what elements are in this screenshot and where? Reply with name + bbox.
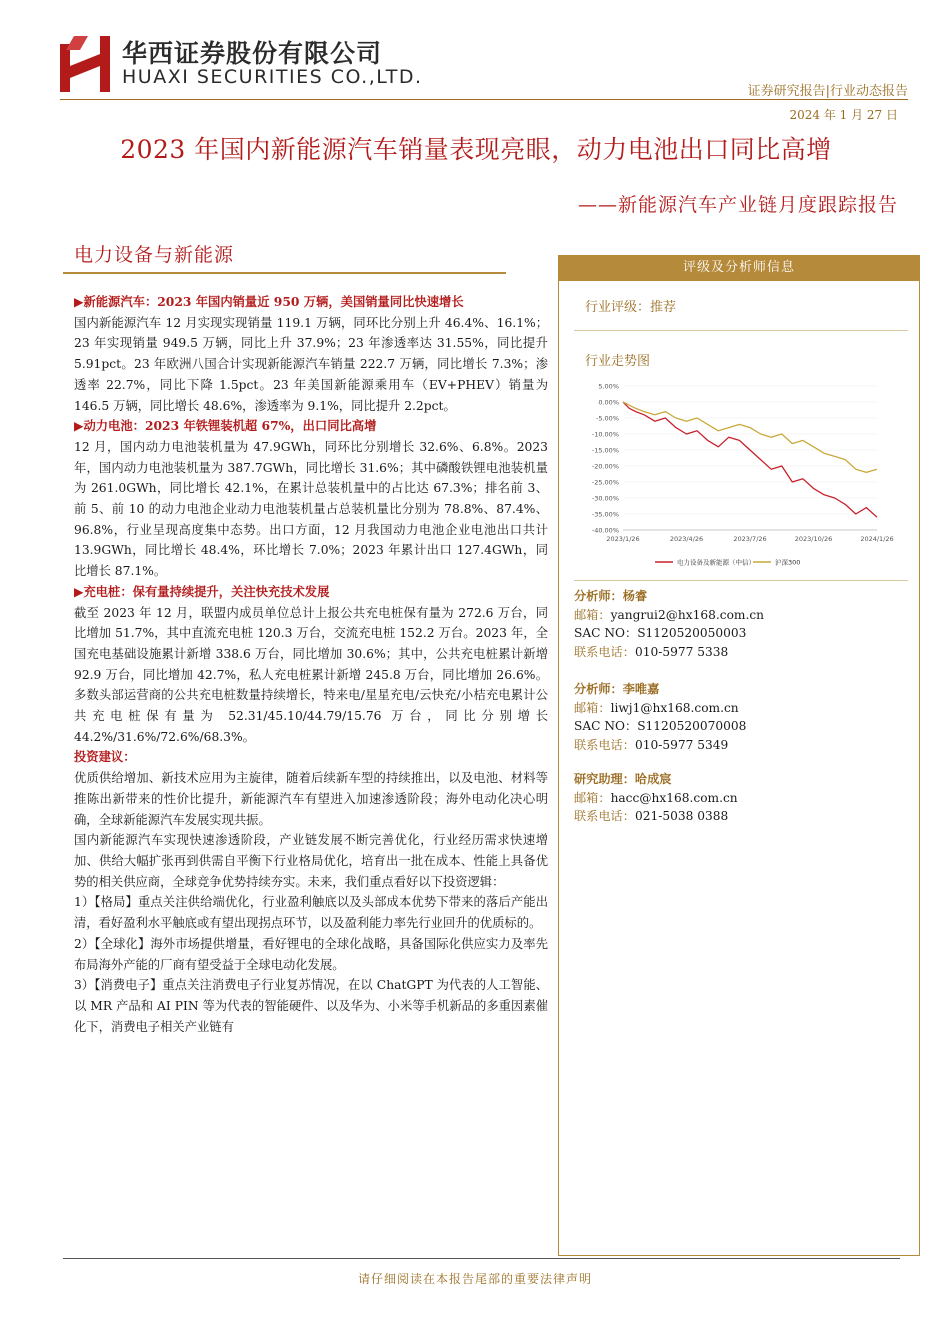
chart-series-line <box>623 402 877 517</box>
chart-y-tick-label: -15.00% <box>591 446 619 455</box>
section-heading-nev: ▶新能源汽车：2023 年国内销量近 950 万辆，美国销量同比快速增长 <box>74 294 464 309</box>
section-heading-battery: ▶动力电池：2023 年铁锂装机超 67%，出口同比高增 <box>74 418 377 434</box>
chart-y-tick-label: -20.00% <box>591 462 619 471</box>
chart-series <box>623 402 877 517</box>
sac-label: SAC NO： <box>574 719 638 733</box>
investment-paragraph-5: 3）【消费电子】重点关注消费电子行业复苏情况，在以 ChatGPT 为代表的人工智能、以 MR 产品和 AI PIN 等为代表的智能硬件、以及华为、小米等手机新品的多重因素催化下，消费电子相关产业链有 <box>74 978 548 1034</box>
phone-label: 联系电话： <box>574 644 635 659</box>
investment-paragraph-3: 1）【格局】重点关注供给端优化，行业盈利触底以及头部成本优势下带来的落后产能出清，看好盈利水平触底或有望出现拐点环节，以及盈利能力率先行业回升的优质标的。 <box>74 895 548 931</box>
email-value[interactable]: hacc@hx168.com.cn <box>610 790 738 805</box>
sac-value: S1120520050003 <box>637 626 747 640</box>
phone-label: 联系电话： <box>574 737 635 752</box>
email-label: 邮箱： <box>574 607 611 622</box>
analyst-phone <box>574 736 746 755</box>
chart-x-tick-label: 2023/4/26 <box>669 535 704 543</box>
chart-x-tick-label: 2024/1/26 <box>860 535 894 543</box>
footer-disclaimer: 请仔细阅读在本报告尾部的重要法律声明 <box>357 1272 592 1286</box>
company-name-en: HUAXI SECURITIES CO.,LTD. <box>122 66 423 88</box>
phone-value: 021-5038 0388 <box>634 809 729 823</box>
section-text-nev: 国内新能源汽车 12 月实现实现销量 119.1 万辆，同环比分别上升 46.4%、16.1%；23 年实现销量 949.5 万辆，同比上升 37.9%；23 年渗透率达 31.55%，同比提升 5.91pct。23 年欧洲八国合计实现新能源汽车销量 222.7 万辆，同比增长 7.3%；渗透率 22.7%，同比下降 1.5pct。23 年美国新能源乘用车（EV+PHEV）销量为 146.5 万辆，同比增长 48.6%，渗透率为 9.1%，同比提升 2.2pct。 <box>74 315 548 413</box>
investment-paragraph-1: 优质供给增加、新技术应用为主旋律，随着后续新车型的持续推出，以及电池、材料等推陈出新带来的性价比提升，新能源汽车有望进入加速渗透阶段；海外电动化决心明确，全球新能源汽车发展实现共振。 <box>74 771 548 827</box>
email-label: 邮箱： <box>574 700 611 715</box>
sac-label: SAC NO： <box>574 626 638 640</box>
email-value[interactable]: liwj1@hx168.com.cn <box>610 700 739 715</box>
chart-y-tick-label: -5.00% <box>596 414 619 423</box>
sector-title: 电力设备与新能源 <box>74 244 235 266</box>
chart-y-ticks <box>592 383 619 535</box>
industry-rating: 行业评级：推荐 <box>585 300 677 315</box>
assistant-card <box>574 770 738 826</box>
assistant-phone <box>574 807 738 826</box>
legend-label: 电力设备及新能源（中信） <box>677 558 755 567</box>
analyst-name: 分析师：李唯嘉 <box>574 682 660 696</box>
chart-y-tick-label: 5.00% <box>598 382 619 391</box>
chart-y-tick-label: -30.00% <box>591 494 619 503</box>
section-heading-charging: ▶充电桩：保有量持续提升，关注快充技术发展 <box>74 583 330 599</box>
analyst-phone <box>574 643 764 662</box>
report-type-label: 证券研究报告|行业动态报告 <box>747 84 908 99</box>
sector-divider <box>63 272 506 274</box>
analyst-name: 分析师：杨睿 <box>574 589 648 603</box>
sac-value: S1120520070008 <box>637 719 747 733</box>
sidebar-divider <box>574 330 908 331</box>
chart-y-tick-label: 0.00% <box>598 398 619 407</box>
chart-y-tick-label: -35.00% <box>591 510 619 519</box>
header-divider <box>60 99 908 100</box>
company-name-cn: 华西证券股份有限公司 <box>122 39 383 68</box>
footer-divider <box>63 1258 900 1259</box>
assistant-name: 研究助理：哈成宸 <box>574 772 672 786</box>
email-value[interactable]: yangrui2@hx168.com.cn <box>610 607 765 622</box>
chart-x-tick-label: 2023/7/26 <box>733 535 767 543</box>
section-text-charging: 截至 2023 年 12 月，联盟内成员单位总计上报公共充电桩保有量为 272.6 万台，同比增加 51.7%，其中直流充电桩 120.3 万台，交流充电桩 152.2 万台。2023 年，全国充电基础设施累计新增 338.6 万台，同比增加 30.6%；其中，公共充电桩累计新增 92.9 万台，同比增加 42.7%，私人充电桩累计新增 245.8 万台，同比增加 26.6%。多数头部运营商的公共充电桩数量持续增长，特来电/星星充电/云快充/小桔充电累计公共充电桩保有量为 52.31/45.10/44.79/15.76 万台，同比分别增长 44.2%/31.6%/72.6%/68.3%。 <box>74 605 548 744</box>
report-title: 2023 年国内新能源汽车销量表现亮眼，动力电池出口同比高增 <box>120 135 832 164</box>
chart-y-tick-label: -10.00% <box>591 430 619 439</box>
trend-chart-title: 行业走势图 <box>585 354 651 369</box>
chart-x-tick-label: 2023/1/26 <box>606 535 640 543</box>
chart-legend <box>655 558 800 567</box>
chart-y-tick-label: -25.00% <box>591 478 619 487</box>
analyst-sac <box>574 717 746 736</box>
company-logo-icon <box>60 36 110 92</box>
assistant-email <box>574 789 738 808</box>
phone-label: 联系电话： <box>574 809 635 823</box>
report-date: 2024 年 1 月 27 日 <box>789 108 898 122</box>
phone-value: 010-5977 5349 <box>634 737 729 752</box>
chart-y-tick-label: -40.00% <box>591 526 619 535</box>
investment-paragraph-2: 国内新能源汽车实现快速渗透阶段，产业链发展不断完善优化，行业经历需求快速增加、供给大幅扩张再到供需自平衡下行业格局优化，培育出一批在成本、性能上具备优势的相关供应商，全球竞争优势持续夯实。未来，我们重点看好以下投资逻辑： <box>74 833 548 889</box>
chart-x-ticks <box>606 535 893 543</box>
trend-chart <box>585 378 895 570</box>
analyst-email <box>574 606 764 625</box>
analyst-card <box>574 680 746 754</box>
sidebar-header: 评级及分析师信息 <box>558 255 920 281</box>
email-label: 邮箱： <box>574 790 611 805</box>
report-body <box>74 292 548 1037</box>
sidebar-divider <box>574 580 908 581</box>
analyst-card <box>574 587 764 661</box>
analyst-sac <box>574 624 764 643</box>
legend-label: 沪深300 <box>775 558 801 567</box>
chart-x-tick-label: 2023/10/26 <box>794 535 833 543</box>
section-text-battery: 12 月，国内动力电池装机量为 47.9GWh，同环比分别增长 32.6%、6.8%。2023 年，国内动力电池装机量为 387.7GWh，同比增长 31.6%；其中磷酸铁锂电池装机量为 261.0GWh，同比增长 42.1%，在累计总装机量中的占比达 67.3%；排名前 3、前 5、前 10 的动力电池企业动力电池装机量占总装机量比分别为 78.8%、87.4%、96.8%，行业呈现高度集中态势。出口方面，12 月我国动力电池企业电池出口共计 13.9GWh，同比增长 48.4%，环比增长 7.0%；2023 年累计出口 127.4GWh，同比增长 87.1%。 <box>74 439 548 579</box>
phone-value: 010-5977 5338 <box>634 644 729 659</box>
analyst-email <box>574 699 746 718</box>
chart-series-line <box>623 402 877 472</box>
investment-paragraph-4: 2）【全球化】海外市场提供增量，看好锂电的全球化战略，具备国际化供应实力及率先布局海外产能的厂商有望受益于全球电动化发展。 <box>74 936 548 972</box>
report-subtitle: ——新能源汽车产业链月度跟踪报告 <box>577 194 898 216</box>
section-heading-investment: 投资建议： <box>74 749 136 765</box>
